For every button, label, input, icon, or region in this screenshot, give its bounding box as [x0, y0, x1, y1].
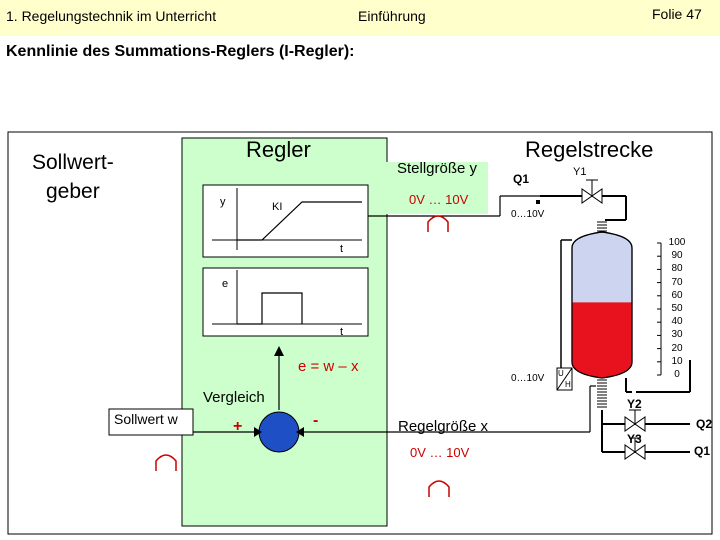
scale-label: 20	[671, 342, 683, 354]
regelstrecke-title: Regelstrecke	[525, 137, 654, 162]
page-title: Kennlinie des Summations-Reglers (I-Regler):	[6, 43, 355, 60]
scale-label: 0	[674, 369, 680, 380]
scale-label: 60	[671, 289, 683, 301]
plot1-k-label: KI	[272, 201, 283, 213]
scale-label: 90	[671, 250, 683, 262]
course-title: 1. Regelungstechnik im Unterricht	[6, 8, 217, 24]
regel-range: 0V … 10V	[410, 445, 470, 460]
scale-label: 50	[671, 303, 683, 314]
plot2-t-label: t	[340, 326, 344, 338]
section-title: Einführung	[358, 8, 426, 24]
tank-liquid	[572, 302, 632, 378]
equation: e = w – x	[298, 358, 359, 375]
plot2-e-label: e	[222, 278, 229, 290]
plot-y-frame	[203, 185, 368, 257]
scale-label: 30	[671, 329, 683, 341]
regelgroesse-label: Regelgröße x	[398, 418, 489, 435]
scale-label: 100	[668, 237, 686, 248]
sensor-u-label: U	[558, 369, 564, 378]
plus-sign: +	[233, 418, 243, 435]
y2-label: Y2	[627, 397, 642, 411]
scale-label: 70	[671, 276, 683, 288]
v-bottom-label: 0…10V	[511, 373, 545, 384]
regler-title: Regler	[246, 137, 311, 162]
sollwertgeber-line1: Sollwert-	[32, 151, 114, 174]
q1-bottom-label: Q1	[694, 444, 711, 458]
y3-label: Y3	[627, 432, 642, 446]
sollwert-label: Sollwert w	[114, 411, 178, 427]
q1-top-label: Q1	[513, 172, 530, 186]
sensor-h-label: H	[565, 380, 571, 389]
stell-range: 0V … 10V	[409, 192, 469, 207]
minus-sign: -	[313, 412, 319, 429]
plot1-y-label: y	[220, 196, 226, 208]
sollwertgeber-line2: geber	[46, 180, 100, 203]
y1-label: Y1	[573, 166, 587, 178]
stellgroesse-label: Stellgröße y	[397, 160, 478, 177]
q2-label: Q2	[696, 417, 713, 431]
sollwertgeber-title	[32, 148, 114, 206]
scale-label: 10	[671, 355, 683, 367]
scale-label: 40	[671, 316, 683, 328]
scale-label: 80	[671, 263, 683, 275]
slide-number: Folie 47	[652, 6, 702, 22]
plot1-t-label: t	[340, 243, 344, 255]
v-top-label: 0…10V	[511, 209, 545, 220]
summing-junction	[259, 412, 299, 452]
vergleich-label: Vergleich	[203, 389, 265, 406]
